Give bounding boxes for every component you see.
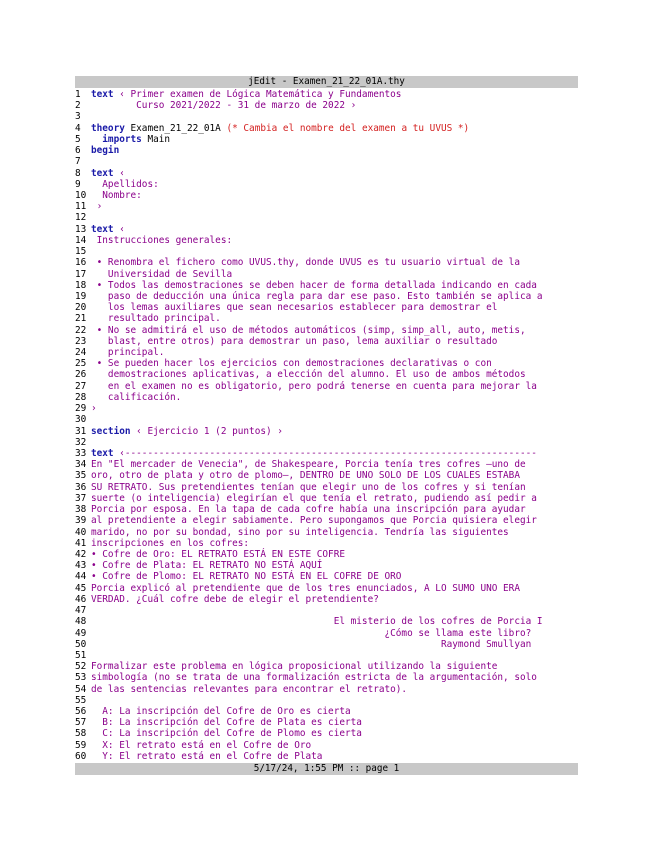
line-number: 57 [75,717,87,729]
line-number: 56 [75,706,87,718]
code-line [75,740,578,751]
keyword-token: text [91,223,114,235]
text-token: A: La inscripción del Cofre de Oro es cierta [91,706,351,718]
code-line [75,246,578,257]
code-line [75,123,578,134]
text-token: • Todos las demostraciones se deben hacer de forma detallada indicando en cada [91,279,537,291]
line-content [91,515,537,526]
line-content [91,347,164,358]
page-footer-bar [75,763,578,775]
line-content [91,549,345,560]
code-line [75,650,578,661]
line-content [91,224,125,235]
text-token: inscripciones en los cofres: [91,537,250,549]
line-content [91,302,497,313]
line-content [91,426,283,437]
code-line [75,145,578,156]
line-content [91,751,322,762]
line-content [91,706,351,717]
line-number: 29 [75,403,87,415]
line-content [91,325,526,336]
line-content [91,470,520,481]
code-line [75,291,578,302]
text-token: de las sentencias relevantes para encontrar el retrato). [91,683,408,695]
line-number: 22 [75,324,87,336]
line-number: 7 [75,156,81,168]
text-token: B: La inscripción del Cofre de Plata es cierta [91,717,362,729]
text-token: demostraciones aplicativas, a elección del alumno. El uso de ambos métodos [91,369,526,381]
code-line [75,168,578,179]
line-number: 26 [75,369,87,381]
line-number: 4 [75,122,81,134]
line-content [91,392,181,403]
code-line [75,403,578,414]
line-content [91,493,537,504]
line-number: 13 [75,223,87,235]
line-number: 35 [75,470,87,482]
text-token: en el examen no es obligatorio, pero podrá tenerse en cuenta para mejorar la [91,380,537,392]
code-line [75,549,578,560]
code-line [75,156,578,167]
code-line [75,605,578,616]
line-content [91,280,537,291]
line-content [91,369,526,380]
text-token: • Cofre de Oro: EL RETRATO ESTÁ EN ESTE COFRE [91,548,345,560]
line-number: 14 [75,234,87,246]
text-token: VERDAD. ¿Cuál cofre debe de elegir el pretendiente? [91,593,379,605]
text-token: X: El retrato está en el Cofre de Oro [91,739,312,751]
code-line [75,358,578,369]
text-token: Instrucciones generales: [91,234,233,246]
line-number: 44 [75,571,87,583]
code-line [75,695,578,706]
line-number: 15 [75,246,87,258]
line-number: 38 [75,504,87,516]
line-number: 30 [75,414,87,426]
text-token: ¿Cómo se llama este libro? [91,627,532,639]
text-token: El misterio de los cofres de Porcia I [91,616,543,628]
line-content [91,594,379,605]
text-token: calificación. [91,391,182,403]
line-content [91,538,249,549]
code-line [75,325,578,336]
line-number: 17 [75,268,87,280]
code-line [75,728,578,739]
line-number: 43 [75,560,87,572]
line-content [91,381,537,392]
code-line [75,482,578,493]
line-number: 27 [75,380,87,392]
code-line [75,100,578,111]
line-number: 37 [75,492,87,504]
text-token: Porcia por esposa. En la tapa de cada cofre había una inscripción para ayudar [91,504,526,516]
code-line [75,426,578,437]
line-number: 1 [75,89,81,100]
code-line [75,448,578,459]
line-content [91,291,543,302]
code-line [75,313,578,324]
line-number: 9 [75,178,81,190]
text-token: marido, no por su bondad, sino por su inteligencia. Tendría las siguientes [91,526,509,538]
line-number: 39 [75,515,87,527]
line-content [91,459,526,470]
line-number: 48 [75,616,87,628]
line-number: 12 [75,212,87,224]
text-token: Formalizar este problema en lógica proposicional utilizando la siguiente [91,661,498,673]
text-token: ‹ Primer examen de Lógica Matemática y Fundamentos [113,89,402,100]
code-line [75,661,578,672]
line-content [91,717,362,728]
window-title-bar [75,76,578,88]
text-token: Universidad de Sevilla [91,268,233,280]
line-number: 42 [75,548,87,560]
keyword-token: theory [91,122,125,134]
comment-token: (* Cambia el nombre del examen a tu UVUS *) [226,122,470,134]
keyword-token: imports [91,133,142,145]
line-content [91,336,497,347]
text-token: ‹------------------------------------------------------------------------- [113,448,537,459]
line-content [91,482,526,493]
line-number: 60 [75,750,87,762]
line-number: 58 [75,728,87,740]
line-content [91,672,537,683]
text-token: • Renombra el fichero como UVUS.thy, donde UVUS es tu usuario virtual de la [91,257,520,269]
code-line [75,560,578,571]
line-number: 10 [75,189,87,201]
code-line [75,527,578,538]
line-number: 46 [75,593,87,605]
line-number: 51 [75,649,87,661]
code-line [75,336,578,347]
code-line [75,392,578,403]
line-number: 18 [75,279,87,291]
code-line [75,684,578,695]
code-line [75,224,578,235]
line-content [91,358,492,369]
line-content [91,123,469,134]
text-token: oro, otro de plata y otro de plomo―, DENTRO DE UNO SOLO DE LOS CUALES ESTABA [91,470,520,482]
line-content [91,661,497,672]
code-line [75,672,578,683]
line-number: 40 [75,526,87,538]
code-line [75,459,578,470]
line-number: 23 [75,335,87,347]
code-line [75,201,578,212]
code-line [75,235,578,246]
code-line [75,347,578,358]
line-number: 11 [75,201,87,213]
text-token: • Cofre de Plomo: EL RETRATO NO ESTÁ EN EL COFRE DE ORO [91,571,402,583]
line-content [91,190,142,201]
line-number: 50 [75,638,87,650]
text-token: Porcia explicó al pretendiente que de los tres enunciados, A LO SUMO UNO ERA [91,582,520,594]
text-token: En "El mercader de Venecia", de Shakespeare, Porcia tenía tres cofres ―uno de [91,459,526,471]
keyword-token: text [91,167,114,179]
code-line [75,179,578,190]
line-content [91,134,170,145]
line-content [91,403,97,414]
line-number: 5 [75,133,81,145]
line-content [91,89,401,100]
line-content [91,560,322,571]
line-number: 31 [75,425,87,437]
line-content [91,616,543,627]
code-line [75,269,578,280]
code-line [75,751,578,762]
text-token: • Cofre de Plata: EL RETRATO NO ESTÁ AQUÍ [91,560,323,572]
line-number: 2 [75,100,81,112]
code-line [75,111,578,122]
code-line [75,583,578,594]
line-number: 59 [75,739,87,751]
code-line [75,538,578,549]
line-number: 54 [75,683,87,695]
text-token: • No se admitirá el uso de métodos automáticos (simp, simp_all, auto, metis, [91,324,526,336]
code-line [75,717,578,728]
text-token: los lemas auxiliares que sean necesarios establecer para demostrar el [91,302,498,314]
window-title: jEdit - Examen_21_22_01A.thy [248,76,405,87]
line-number: 24 [75,347,87,359]
keyword-token: begin [91,145,120,157]
line-number: 36 [75,481,87,493]
text-token: suerte (o inteligencia) elegirían el que tenía el retrato, pudiendo así pedir a [91,492,537,504]
line-number: 20 [75,302,87,314]
line-content [91,571,401,582]
text-token: C: La inscripción del Cofre de Plomo es cierta [91,728,362,740]
text-token: Apellidos: [91,178,159,190]
line-content [91,583,520,594]
line-content [91,201,102,212]
line-content [91,684,407,695]
line-number: 3 [75,111,81,123]
code-editor[interactable] [75,89,578,762]
line-number: 32 [75,436,87,448]
code-line [75,89,578,100]
line-number: 34 [75,459,87,471]
code-line [75,628,578,639]
text-token: ‹ Ejercicio 1 (2 puntos) › [130,425,283,437]
line-content [91,740,311,751]
text-token: Raymond Smullyan [91,638,532,650]
page-footer: 5/17/24, 1:55 PM :: page 1 [253,763,400,774]
text-token: Y: El retrato está en el Cofre de Plata [91,750,323,762]
text-token: al pretendiente a elegir sabiamente. Pero supongamos que Porcia quisiera elegir [91,515,537,527]
line-content [91,527,509,538]
text-token: principal. [91,347,165,359]
text-token: simbología (no se trata de una formalización estricta de la argumentación, solo [91,672,537,684]
text-token: paso de deducción una única regla para dar ese paso. Esto también se aplica a [91,290,543,302]
line-number: 25 [75,358,87,370]
line-content [91,179,159,190]
line-number: 6 [75,145,81,157]
line-content [91,313,221,324]
keyword-token: text [91,448,114,459]
code-line [75,212,578,223]
code-line [75,616,578,627]
code-line [75,414,578,425]
text-token: Main [141,133,171,145]
code-line [75,504,578,515]
line-number: 49 [75,627,87,639]
line-content [91,448,537,459]
text-token: › [91,403,97,415]
line-number: 19 [75,290,87,302]
line-content [91,257,520,268]
code-line [75,571,578,582]
line-number: 45 [75,582,87,594]
line-number: 47 [75,605,87,617]
text-token: ‹ [113,167,125,179]
line-content [91,728,362,739]
text-token: Nombre: [91,189,142,201]
line-content [91,168,125,179]
code-line [75,706,578,717]
code-line [75,594,578,605]
line-number: 41 [75,537,87,549]
line-content [91,269,232,280]
code-line [75,493,578,504]
line-content [91,504,526,515]
line-content [91,628,531,639]
line-number: 52 [75,661,87,673]
line-number: 8 [75,167,81,179]
code-line [75,369,578,380]
line-number: 55 [75,694,87,706]
line-number: 21 [75,313,87,325]
line-content [91,235,232,246]
line-number: 28 [75,391,87,403]
text-token: SU RETRATO. Sus pretendientes tenían que elegir uno de los cofres y si tenían [91,481,526,493]
code-line [75,437,578,448]
line-number: 33 [75,448,87,459]
text-token: ‹ [113,223,125,235]
line-content [91,100,356,111]
line-content [91,145,119,156]
text-token: resultado principal. [91,313,221,325]
code-line [75,302,578,313]
text-token: Curso 2021/2022 - 31 de marzo de 2022 › [91,100,357,112]
code-line [75,515,578,526]
code-line [75,381,578,392]
code-line [75,639,578,650]
text-token: › [91,201,103,213]
line-content [91,639,531,650]
code-line [75,190,578,201]
code-line [75,134,578,145]
line-number: 53 [75,672,87,684]
text-token: blast, entre otros) para demostrar un paso, lema auxiliar o resultado [91,335,498,347]
code-line [75,257,578,268]
line-number: 16 [75,257,87,269]
text-token: Examen_21_22_01A [124,122,227,134]
code-line [75,280,578,291]
keyword-token: section [91,425,131,437]
text-token: • Se pueden hacer los ejercicios con demostraciones declarativas o con [91,358,492,370]
keyword-token: text [91,89,114,100]
code-line [75,470,578,481]
